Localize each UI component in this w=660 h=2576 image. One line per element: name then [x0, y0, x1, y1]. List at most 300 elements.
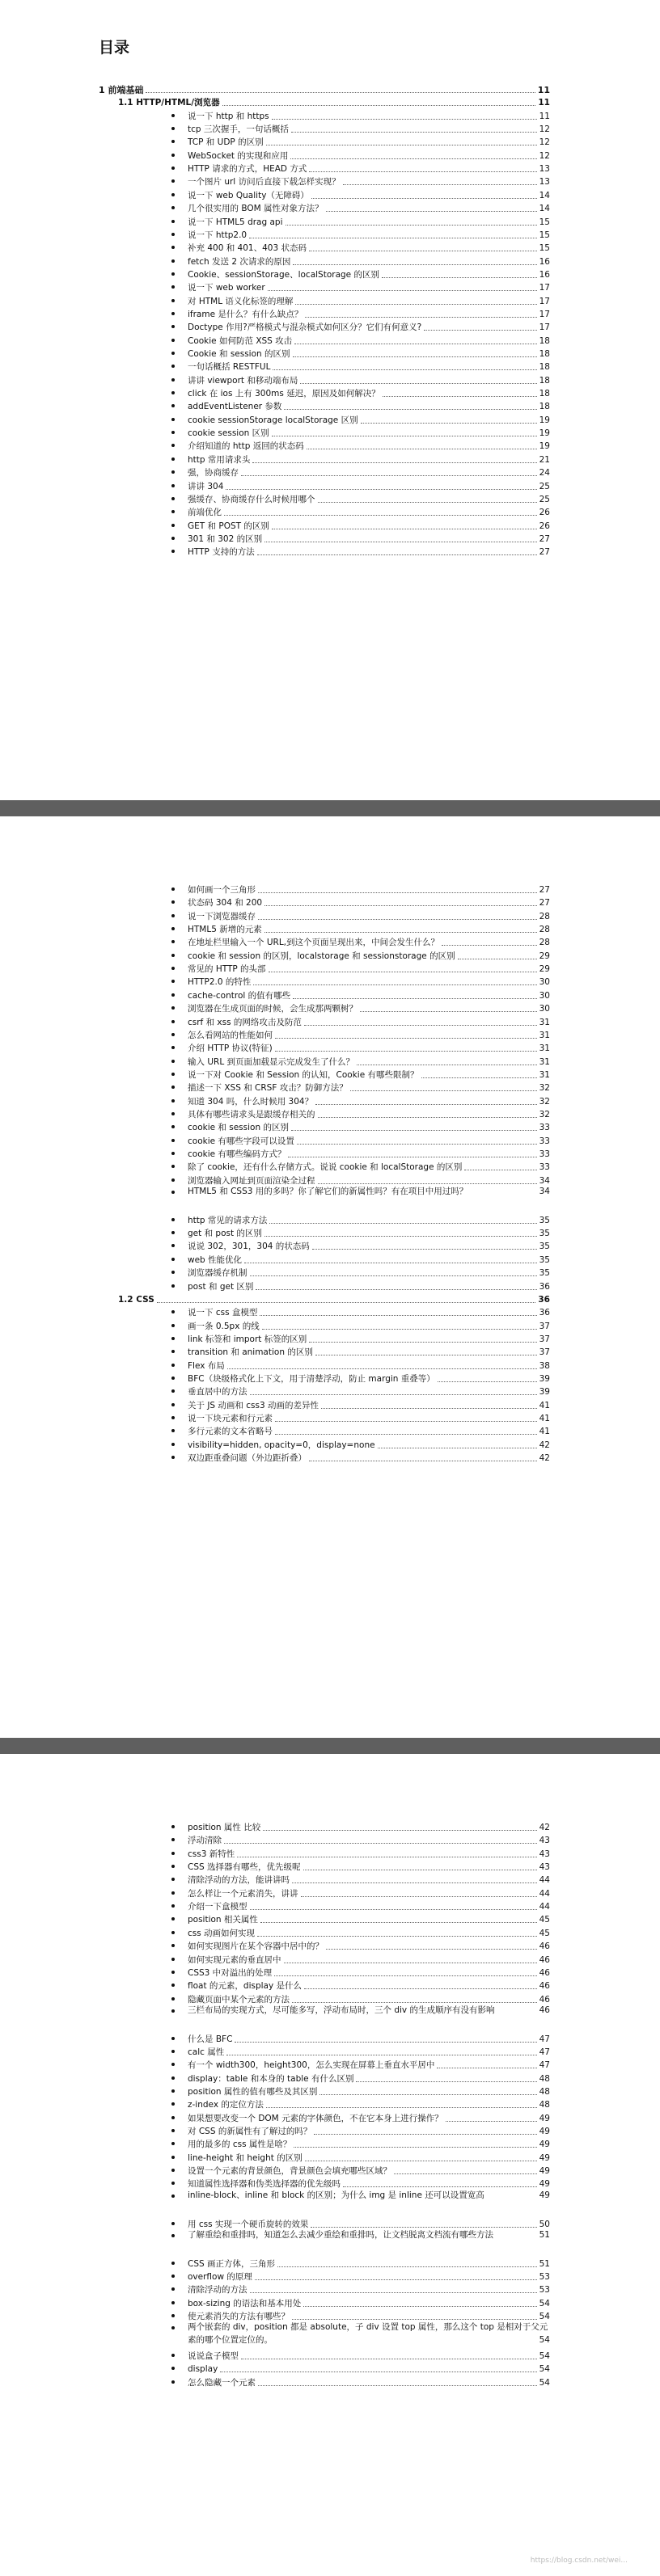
toc-entry-label: fetch 发送 2 次请求的原因	[188, 256, 291, 267]
list-bullet	[171, 1046, 175, 1049]
dot-leader	[275, 1434, 537, 1435]
dot-leader	[438, 1381, 537, 1382]
toc-entry-page: 47	[539, 2047, 550, 2057]
list-bullet	[171, 1271, 175, 1274]
toc-entry-page: 36	[539, 1281, 550, 1292]
toc-entry-label: cache-control 的值有哪些	[188, 990, 291, 1001]
toc-entry[interactable]	[188, 1251, 550, 1266]
list-bullet	[171, 2367, 175, 2370]
toc-entry[interactable]	[188, 934, 550, 948]
toc-entry-page: 33	[539, 1123, 550, 1133]
list-bullet	[171, 325, 175, 328]
toc-entry[interactable]	[188, 2030, 550, 2045]
dot-leader	[275, 1421, 537, 1422]
list-bullet	[171, 2116, 175, 2119]
toc-entry-label: iframe 是什么？有什么缺点？	[188, 309, 303, 319]
toc-entry-page: 30	[539, 977, 550, 988]
toc-entry[interactable]	[188, 1330, 550, 1345]
toc-entry-label: 说说盒子模型	[188, 2351, 239, 2361]
toc-entry-page: 26	[539, 508, 550, 518]
toc-entry-page: 19	[539, 415, 550, 425]
dot-leader	[258, 892, 537, 893]
toc-entry[interactable]	[188, 1449, 550, 1464]
toc-entry[interactable]	[188, 358, 550, 373]
toc-entry[interactable]	[188, 1079, 550, 1094]
toc-entry-page: 44	[539, 1888, 550, 1899]
toc-entry-label: get 和 post 的区别	[188, 1229, 262, 1239]
toc-entry-page: 18	[539, 362, 550, 373]
dot-leader	[442, 945, 537, 946]
dot-leader	[250, 1394, 537, 1395]
toc-entry[interactable]	[188, 1423, 550, 1437]
toc-entry-label: TCP 和 UDP 的区别	[188, 137, 264, 148]
dot-leader	[295, 304, 536, 305]
toc-entry-page: 27	[539, 898, 550, 909]
list-bullet	[171, 2063, 175, 2066]
list-bullet	[171, 339, 175, 342]
list-bullet	[171, 900, 175, 904]
list-bullet	[171, 510, 175, 513]
toc-entry[interactable]	[188, 921, 550, 935]
toc-entry[interactable]	[188, 1093, 550, 1107]
toc-entry[interactable]	[188, 2175, 550, 2190]
toc-entry-page: 35	[539, 1229, 550, 1239]
toc-entry[interactable]	[188, 2255, 550, 2270]
toc-entry-label: transition 和 animation 的区别	[188, 1347, 313, 1358]
toc-entry-label: css 动画如何实现	[188, 1928, 256, 1938]
toc-entry[interactable]	[188, 1832, 550, 1846]
list-bullet	[171, 1073, 175, 1076]
toc-entry[interactable]	[188, 1436, 550, 1451]
toc-entry[interactable]	[188, 947, 550, 962]
toc-entry[interactable]	[188, 2281, 550, 2296]
toc-entry[interactable]	[188, 973, 550, 988]
list-bullet	[171, 2380, 175, 2384]
dot-leader	[274, 1975, 536, 1976]
list-bullet	[171, 1838, 175, 1841]
toc-entry[interactable]	[188, 1237, 550, 1252]
toc-entry[interactable]	[188, 1158, 550, 1173]
toc-entry[interactable]	[188, 1027, 550, 1041]
toc-entry-page: 33	[539, 1136, 550, 1146]
toc-entry-page: 15	[539, 217, 550, 227]
list-bullet	[171, 206, 175, 209]
toc-entry-label: 了解重绘和重排吗，知道怎么去减少重绘和重排吗，让文档脱离文档流有哪些方法	[188, 2229, 493, 2240]
list-bullet	[171, 1337, 175, 1340]
toc-entry[interactable]	[188, 517, 550, 532]
toc-entry[interactable]	[188, 2096, 550, 2110]
toc-entry[interactable]	[188, 1132, 550, 1147]
toc-entry-page: 19	[539, 428, 550, 439]
toc-entry-page: 49	[539, 2166, 550, 2177]
list-bullet	[171, 1324, 175, 1327]
toc-entry[interactable]	[188, 120, 550, 135]
toc-entry-page: 49	[539, 2190, 550, 2200]
toc-entry-page: 43	[539, 1849, 550, 1859]
toc-entry[interactable]	[188, 318, 550, 333]
toc-entry-page: 13	[539, 177, 550, 188]
dot-leader	[305, 317, 536, 318]
toc-entry-page: 18	[539, 375, 550, 386]
toc-entry[interactable]	[188, 1000, 550, 1014]
toc-entry-label: 怎么看网站的性能如何	[188, 1030, 273, 1040]
dot-leader	[262, 1329, 537, 1330]
list-bullet	[171, 1112, 175, 1115]
toc-entry[interactable]	[188, 2347, 550, 2362]
toc-entry[interactable]	[188, 960, 550, 975]
list-bullet	[171, 404, 175, 407]
toc-entry-page: 12	[539, 150, 550, 161]
toc-entry-label: 讲讲 304	[188, 481, 224, 491]
list-bullet	[171, 1456, 175, 1459]
toc-entry-page: 32	[539, 1109, 550, 1119]
list-bullet	[171, 1997, 175, 2001]
toc-entry[interactable]	[188, 1991, 550, 2005]
list-bullet	[171, 2102, 175, 2106]
toc-entry-label: HTTP2.0 的特性	[188, 977, 252, 988]
toc-entry-page: 12	[539, 124, 550, 135]
toc-entry[interactable]	[188, 530, 550, 545]
dot-leader	[286, 225, 537, 226]
toc-entry[interactable]	[188, 226, 550, 241]
toc-entry-page: 18	[539, 349, 550, 359]
toc-entry[interactable]	[188, 147, 550, 162]
toc-entry-label: float 的元素，display 是什么	[188, 1981, 302, 1992]
toc-entry-page: 11	[537, 85, 550, 95]
toc-entry[interactable]	[188, 451, 550, 466]
toc-entry[interactable]	[188, 279, 550, 293]
toc-entry[interactable]	[188, 881, 550, 896]
toc-entry-label: 怎么隐藏一个元素	[188, 2377, 256, 2388]
toc-entry-page: 39	[539, 1373, 550, 1384]
toc-entry-page: 53	[539, 2271, 550, 2282]
toc-entry[interactable]	[188, 266, 550, 280]
toc-entry[interactable]	[188, 1106, 550, 1120]
toc-entry-label: cookie sessionStorage localStorage 区别	[188, 415, 358, 425]
list-bullet	[171, 940, 175, 943]
toc-entry[interactable]	[188, 2070, 550, 2085]
dot-leader	[266, 2107, 537, 2108]
toc-entry[interactable]	[188, 1304, 550, 1318]
toc-entry-label: display：table 和本身的 table 有什么区别	[188, 2073, 354, 2084]
toc-entry[interactable]	[188, 411, 550, 426]
list-bullet	[171, 1852, 175, 1855]
toc-entry-page: 36	[538, 1294, 550, 1305]
toc-entry[interactable]	[188, 2123, 550, 2137]
toc-entry[interactable]	[188, 1370, 550, 1385]
toc-entry[interactable]	[188, 160, 550, 175]
toc-entry-page: 27	[539, 533, 550, 544]
toc-entry-label: 介绍一下盒模型	[188, 1902, 248, 1912]
list-bullet	[171, 2326, 175, 2329]
toc-entry-page: 18	[539, 335, 550, 346]
toc-entry-label: 强缓存、协商缓存什么时候用哪个	[188, 494, 315, 504]
toc-entry[interactable]	[188, 306, 550, 320]
toc-entry[interactable]	[188, 424, 550, 439]
dot-leader	[446, 2121, 537, 2122]
toc-entry-page: 48	[539, 2087, 550, 2097]
toc-entry[interactable]	[188, 2321, 550, 2346]
toc-entry-page: 15	[539, 230, 550, 240]
toc-entry[interactable]	[188, 1951, 550, 1966]
list-bullet	[171, 2262, 175, 2265]
toc-entry[interactable]	[188, 1397, 550, 1411]
toc-entry[interactable]	[188, 2216, 550, 2230]
list-bullet	[171, 1191, 175, 1194]
list-bullet	[171, 1429, 175, 1432]
toc-entry-label: link 标签和 import 标签的区别	[188, 1334, 307, 1344]
toc-entry[interactable]	[188, 1977, 550, 1992]
toc-entry[interactable]	[188, 1937, 550, 1952]
list-bullet	[171, 272, 175, 276]
toc-entry[interactable]	[188, 187, 550, 201]
dot-leader	[309, 1342, 536, 1343]
document-page-1	[0, 0, 660, 800]
list-bullet	[171, 537, 175, 540]
toc-entry[interactable]	[188, 1858, 550, 1873]
toc-entry-label: 如果想要改变一个 DOM 元素的字体颜色，不在它本身上进行操作？	[188, 2113, 443, 2123]
toc-entry-page: 33	[539, 1162, 550, 1173]
toc-entry[interactable]	[188, 2083, 550, 2097]
toc-entry-page: 38	[539, 1360, 550, 1371]
toc-entry-page: 45	[539, 1915, 550, 1925]
toc-entry[interactable]	[188, 1383, 550, 1398]
toc-title: 目录	[99, 39, 130, 57]
toc-entry[interactable]	[188, 2110, 550, 2124]
toc-entry[interactable]	[188, 1871, 550, 1886]
toc-entry[interactable]	[188, 133, 550, 148]
dot-leader	[264, 932, 537, 933]
toc-entry[interactable]	[188, 2056, 550, 2071]
toc-entry[interactable]	[188, 239, 550, 254]
toc-entry-page: 46	[539, 2005, 550, 2015]
dot-leader	[326, 211, 537, 212]
toc-entry-label: Cookie 和 session 的区别	[188, 349, 290, 359]
toc-entry[interactable]	[188, 293, 550, 307]
toc-entry[interactable]	[188, 2374, 550, 2388]
toc-entry-label: tcp 三次握手，一句话概括	[188, 124, 289, 135]
list-bullet	[171, 967, 175, 970]
dot-leader	[273, 369, 536, 370]
toc-entry-page: 49	[539, 2113, 550, 2123]
toc-entry-label: display	[188, 2364, 218, 2375]
toc-entry[interactable]	[188, 1898, 550, 1912]
toc-entry[interactable]	[188, 491, 550, 505]
toc-entry[interactable]	[188, 543, 550, 558]
toc-entry[interactable]	[188, 437, 550, 452]
toc-entry-label: 对 HTML 语义化标签的理解	[188, 296, 294, 306]
dot-leader	[315, 1104, 537, 1105]
list-bullet	[171, 550, 175, 553]
toc-entry[interactable]	[188, 504, 550, 518]
toc-entry[interactable]	[188, 1410, 550, 1424]
dot-leader	[222, 105, 536, 106]
toc-entry-label: 讲讲 viewport 和移动端布局	[188, 375, 298, 386]
list-bullet	[171, 1231, 175, 1234]
toc-entry-label: 清除浮动的方法，能讲讲吗	[188, 1875, 290, 1886]
toc-entry[interactable]	[188, 2149, 550, 2164]
toc-entry[interactable]	[188, 1911, 550, 1925]
toc-entry[interactable]	[188, 332, 550, 347]
toc-entry[interactable]	[188, 200, 550, 214]
toc-entry[interactable]	[188, 464, 550, 479]
dot-leader	[268, 290, 537, 291]
dot-leader	[235, 2042, 536, 2043]
toc-entry[interactable]	[188, 1225, 550, 1239]
dot-leader	[303, 2306, 536, 2307]
list-bullet	[171, 1165, 175, 1168]
toc-entry-label: 浏览器在生成页面的时候，会生成那两颗树？	[188, 1004, 358, 1014]
toc-entry-label: 说说 302，301，304 的状态码	[188, 1242, 310, 1252]
toc-entry[interactable]	[188, 1172, 550, 1187]
dot-leader	[256, 1289, 536, 1290]
toc-entry-label: CSS3 中对溢出的处理	[188, 1967, 273, 1978]
list-bullet	[171, 391, 175, 394]
toc-section[interactable]	[118, 94, 550, 108]
toc-entry[interactable]	[188, 1925, 550, 1939]
list-bullet	[171, 299, 175, 302]
toc-entry[interactable]	[188, 478, 550, 492]
toc-entry-label: 如何画一个三角形	[188, 885, 256, 895]
toc-entry[interactable]	[188, 2004, 550, 2017]
toc-entry[interactable]	[188, 1039, 550, 1054]
toc-entry-label: 1.1 HTTP/HTML/浏览器	[118, 98, 220, 108]
toc-entry-label: 说一下 web worker	[188, 283, 265, 293]
toc-entry-page: 31	[539, 1017, 550, 1027]
toc-entry[interactable]	[188, 1145, 550, 1160]
toc-entry-page: 27	[539, 547, 550, 558]
toc-entry[interactable]	[188, 1264, 550, 1279]
toc-entry[interactable]	[188, 213, 550, 228]
toc-entry-page: 37	[539, 1334, 550, 1344]
toc-entry[interactable]	[188, 1278, 550, 1292]
toc-entry[interactable]	[188, 108, 550, 122]
toc-entry[interactable]	[188, 2162, 550, 2177]
toc-entry[interactable]	[188, 2268, 550, 2283]
toc-entry-page: 41	[539, 1414, 550, 1423]
toc-entry[interactable]	[188, 372, 550, 386]
dot-leader	[394, 2173, 537, 2174]
toc-entry-page: 54	[539, 2335, 550, 2346]
dot-leader	[293, 998, 537, 999]
toc-entry-label: 在地址栏里输入一个 URL,到这个页面呈现出来，中间会发生什么？	[188, 938, 440, 948]
dot-leader	[157, 1302, 536, 1303]
toc-entry[interactable]	[188, 1819, 550, 1833]
toc-entry-label: web 性能优化	[188, 1254, 243, 1265]
toc-entry[interactable]	[188, 2228, 550, 2241]
toc-entry[interactable]	[188, 2360, 550, 2375]
toc-entry-label: 垂直居中的方法	[188, 1387, 248, 1398]
toc-entry[interactable]	[188, 1885, 550, 1899]
toc-entry-page: 25	[539, 494, 550, 504]
toc-entry-page: 19	[539, 441, 550, 452]
dot-leader	[264, 905, 537, 906]
toc-entry[interactable]	[188, 253, 550, 268]
list-bullet	[171, 2089, 175, 2093]
toc-entry[interactable]	[188, 1066, 550, 1081]
toc-entry[interactable]	[188, 2135, 550, 2150]
list-bullet	[171, 114, 175, 117]
toc-entry-label: position 属性的值有哪些及其区别	[188, 2087, 318, 2097]
toc-entry-page: 51	[539, 2258, 550, 2269]
toc-entry[interactable]	[188, 1212, 550, 1226]
toc-entry-page: 50	[539, 2219, 550, 2229]
dot-leader	[252, 462, 536, 463]
list-bullet	[171, 1364, 175, 1367]
list-bullet	[171, 954, 175, 957]
toc-entry[interactable]	[188, 908, 550, 922]
toc-entry[interactable]	[188, 2043, 550, 2058]
toc-entry-page: 37	[539, 1347, 550, 1358]
toc-entry[interactable]	[188, 1357, 550, 1372]
dot-leader	[304, 1025, 537, 1026]
list-bullet	[171, 1152, 175, 1155]
toc-entry[interactable]	[188, 173, 550, 188]
toc-entry[interactable]	[188, 345, 550, 360]
list-bullet	[171, 285, 175, 289]
toc-entry[interactable]	[188, 1053, 550, 1068]
list-bullet	[171, 1931, 175, 1934]
toc-entry-label: 画一条 0.5px 的线	[188, 1321, 260, 1331]
toc-entry-page: 35	[539, 1268, 550, 1279]
dot-leader	[300, 383, 536, 384]
toc-entry[interactable]	[188, 1343, 550, 1358]
toc-entry[interactable]	[188, 2295, 550, 2309]
toc-entry[interactable]	[188, 1119, 550, 1133]
dot-leader	[224, 1843, 537, 1844]
toc-entry-page: 15	[539, 243, 550, 254]
toc-entry[interactable]	[188, 894, 550, 909]
toc-entry-page: 46	[539, 1981, 550, 1992]
toc-entry-label: 关于 JS 动画和 css3 动画的差异性	[188, 1400, 319, 1410]
toc-section[interactable]	[118, 1291, 550, 1305]
dot-leader	[272, 119, 537, 120]
list-bullet	[171, 179, 175, 183]
toc-entry-label: addEventListener 参数	[188, 402, 282, 412]
toc-entry[interactable]	[188, 1964, 550, 1979]
toc-entry-page: 16	[539, 269, 550, 280]
toc-entry-page: 49	[539, 2127, 550, 2137]
list-bullet	[171, 1086, 175, 1089]
toc-entry[interactable]	[188, 2308, 550, 2322]
toc-entry-page: 46	[539, 1954, 550, 1965]
toc-entry-page: 49	[539, 2179, 550, 2190]
toc-entry[interactable]	[188, 1185, 550, 1198]
toc-entry-page: 51	[539, 2229, 550, 2240]
toc-entry[interactable]	[188, 385, 550, 399]
toc-entry-page: 37	[539, 1321, 550, 1331]
list-bullet	[171, 1244, 175, 1247]
toc-entry-label: cookie 和 session 的区别	[188, 1123, 289, 1133]
toc-entry-page: 49	[539, 2140, 550, 2150]
toc-entry[interactable]	[188, 2189, 550, 2202]
toc-chapter[interactable]	[99, 81, 550, 95]
toc-entry[interactable]	[188, 398, 550, 412]
toc-entry-label: 清除浮动的方法	[188, 2285, 248, 2296]
list-bullet	[171, 1060, 175, 1063]
dot-leader	[424, 330, 536, 331]
toc-entry-page: 31	[539, 1056, 550, 1067]
toc-entry-label: 介绍知道的 http 返回的状态码	[188, 441, 304, 452]
toc-entry[interactable]	[188, 1014, 550, 1028]
toc-entry[interactable]	[188, 1318, 550, 1332]
toc-entry-page: 14	[539, 204, 550, 214]
toc-entry[interactable]	[188, 987, 550, 1001]
toc-entry[interactable]	[188, 1845, 550, 1860]
toc-entry-label: inline-block、inline 和 block 的区别；为什么 img 是 inline 还可以设置宽高	[188, 2190, 484, 2200]
dot-leader	[277, 2266, 537, 2267]
toc-entry-page: 26	[539, 521, 550, 531]
